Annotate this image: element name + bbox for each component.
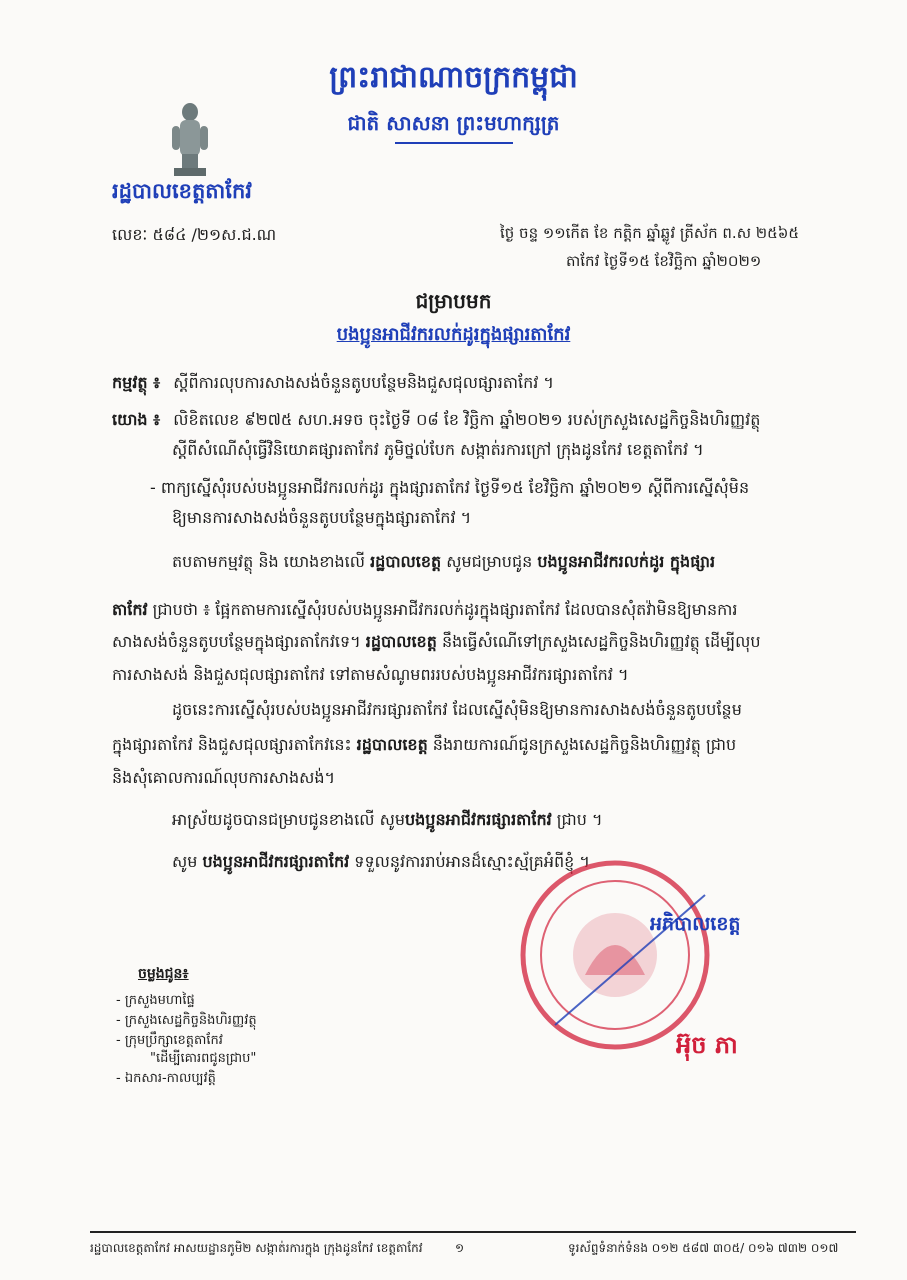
footer-phone: ទូរស័ព្ទទំនាក់ទំនង ០១២ ៥៨៧ ៣០៥/ ០១៦ ៧៣២ ០១៧ bbox=[568, 1241, 839, 1255]
footer-address: រដ្ឋបាលខេត្តតាកែវ អាសយដ្ឋានភូមិ២ សង្កាត់រការក្នុង ក្រុងដូនកែវ ខេត្តតាកែវ bbox=[90, 1241, 423, 1255]
body-text: តបតាមកម្មវត្ថុ និង យោងខាងលើ bbox=[172, 552, 371, 571]
signatory-name: អ៊ុច ភា bbox=[676, 1031, 738, 1059]
body-bold: បងប្អូនអាជីវករលក់ដូរ ក្នុងផ្សារ bbox=[537, 552, 716, 571]
body-bold: តាកែវ bbox=[112, 600, 148, 619]
body-line-3 bbox=[112, 632, 760, 652]
kingdom-title: ព្រះរាជាណាចក្រកម្ពុជា bbox=[329, 60, 578, 95]
reference-label: យោង ៖ bbox=[112, 410, 161, 429]
cc-item: - ក្រសួងសេដ្ឋកិច្ចនិងហិរញ្ញវត្ថុ bbox=[116, 1013, 257, 1028]
body-text: នឹងរាយការណ៍ជូនក្រសួងសេដ្ឋកិច្ចនិងហិរញ្ញវត្ថុ ជ្រាប bbox=[427, 735, 737, 754]
body-text: អាស្រ័យដូចបានជម្រាបជូនខាងលើ សូម bbox=[172, 810, 405, 829]
reference-number: លេខៈ ៥៨៤ /២១ស.ជ.ណ bbox=[112, 225, 277, 244]
body-line-5: ដូចនេះការស្នើសុំរបស់បងប្អូនអាជីវករផ្សារតាកែវ ដែលស្នើសុំមិនឱ្យមានការសាងសង់ចំនួនតូបបន្ថែម bbox=[172, 700, 742, 719]
body-line-7: និងសុំគោលការណ៍លុបការសាងសង់។ bbox=[112, 768, 336, 787]
national-motto: ជាតិ សាសនា ព្រះមហាក្សត្រ bbox=[347, 111, 560, 135]
body-line-2 bbox=[112, 600, 737, 620]
footer-divider bbox=[90, 1231, 856, 1233]
body-line-1 bbox=[172, 552, 715, 572]
reference-text-3: - ពាក្យស្នើសុំរបស់បងប្អូនអាជីវករលក់ដូរ ក្នុងផ្សារតាកែវ ថ្ងៃទី១៥ ខែវិច្ឆិកា ឆ្នាំ២០២១ ស្តីពីការស្នើសុំមិន bbox=[150, 478, 750, 497]
reference-text-2: ស្តីពីសំណើសុំធ្វើវិនិយោគផ្សារតាកែវ ភូមិថ្នល់បែក សង្កាត់រការក្រៅ ក្រុងដូនកែវ ខេត្តតាកែវ ។ bbox=[172, 440, 704, 459]
reference-line-1 bbox=[112, 410, 760, 430]
notice-recipient: បងប្អូនអាជីវករលក់ដូរក្នុងផ្សារតាកែវ bbox=[336, 324, 571, 345]
cc-item: - ក្រុមប្រឹក្សាខេត្តតាកែវ bbox=[116, 1033, 223, 1048]
notice-title: ជម្រាបមក bbox=[415, 289, 492, 313]
body-text: ជ្រាប ។ bbox=[551, 810, 603, 829]
reference-text-1: លិខិតលេខ ៩២៧៥ សហ.អទច ចុះថ្ងៃទី ០៨ ខែ វិច្ឆិកា ឆ្នាំ២០២១ របស់ក្រសួងសេដ្ឋកិច្ចនិងហិរញ្ញវត្ថុ bbox=[173, 410, 761, 429]
cc-title: ចម្លងជូន៖ bbox=[138, 966, 189, 982]
body-text: ក្នុងផ្សារតាកែវ និងជួសជុលផ្សារតាកែវនេះ bbox=[112, 735, 357, 754]
lunar-date: ថ្ងៃ ចន្ទ ១១កើត ខែ កត្តិក ឆ្នាំឆ្លូវ ត្រីស័ក ព.ស ២៥៦៥ bbox=[500, 224, 799, 242]
cc-item: - ក្រសួងមហាផ្ទៃ bbox=[116, 993, 195, 1008]
body-text: ជ្រាបថា ៖ ផ្អែកតាមការស្នើសុំរបស់បងប្អូនអាជីវករលក់ដូរក្នុងផ្សារតាកែវ ដែលបានសុំតវ៉ាមិនឱ្យមានការ bbox=[147, 600, 738, 619]
subject-label: កម្មវត្ថុ ៖ bbox=[112, 373, 161, 392]
cc-item: - ឯកសារ-កាលប្បវត្តិ bbox=[116, 1071, 216, 1086]
cc-item: "ដើម្បីគោរពជូនជ្រាប" bbox=[150, 1051, 257, 1066]
body-text: សូម bbox=[172, 852, 203, 871]
body-line-4: ការសាងសង់ និងជួសជុលផ្សារតាកែវ ទៅតាមសំណូមពររបស់បងប្អូនអាជីវករផ្សារតាកែវ ។ bbox=[112, 665, 629, 684]
body-line-6 bbox=[112, 735, 736, 755]
footer-page-number: ១ bbox=[455, 1241, 465, 1255]
body-bold: រដ្ឋបាលខេត្ត bbox=[365, 632, 437, 651]
body-bold: បងប្អូនអាជីវករផ្សារតាកែវ bbox=[404, 810, 552, 829]
signatory-title: អភិបាលខេត្ត bbox=[650, 913, 741, 935]
body-bold: រដ្ឋបាលខេត្ត bbox=[370, 552, 442, 571]
body-bold: បងប្អូនអាជីវករផ្សារតាកែវ bbox=[202, 852, 350, 871]
subject-text: ស្តីពីការលុបការសាងសង់ចំនួនតូបបន្ថែមនិងជួសជុលផ្សារតាកែវ ។ bbox=[173, 373, 554, 392]
subject-line bbox=[112, 373, 554, 393]
body-text: សូមជម្រាបជូន bbox=[441, 552, 538, 571]
solar-date: តាកែវ ថ្ងៃទី១៥ ខែវិច្ឆិកា ឆ្នាំ២០២១ bbox=[566, 252, 762, 270]
motto-divider bbox=[395, 142, 513, 144]
body-text: ទទួលនូវការរាប់អានដ៏ស្មោះស្ម័គ្រអំពីខ្ញុំ ។ bbox=[349, 852, 590, 871]
reference-text-4: ឱ្យមានការសាងសង់ចំនួនតូបបន្ថែមក្នុងផ្សារតាកែវ ។ bbox=[172, 508, 472, 527]
official-stamp-icon bbox=[515, 855, 715, 1055]
issuer-name: រដ្ឋបាលខេត្តតាកែវ bbox=[112, 179, 252, 203]
body-text: សាងសង់ចំនួនតូបបន្ថែមក្នុងផ្សារតាកែវទេ។ bbox=[112, 632, 366, 651]
body-text: នឹងធ្វើសំណើទៅក្រសួងសេដ្ឋកិច្ចនិងហិរញ្ញវត្ថុ ដើម្បីលុប bbox=[436, 632, 761, 651]
body-bold: រដ្ឋបាលខេត្ត bbox=[356, 735, 428, 754]
body-line-8 bbox=[172, 810, 603, 830]
